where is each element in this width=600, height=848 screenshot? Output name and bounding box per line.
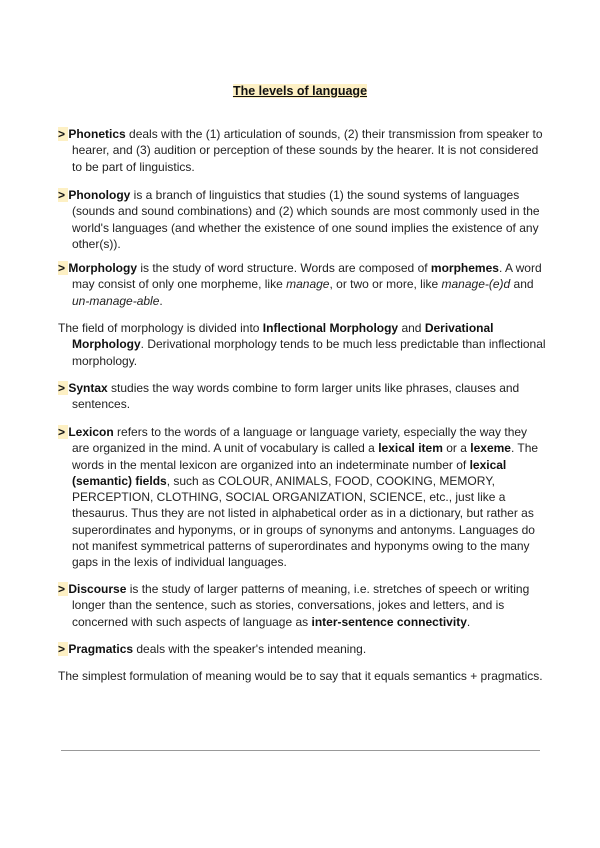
bold-term: Morphology — [68, 261, 137, 275]
bold-term: Pragmatics — [68, 642, 134, 656]
page-title — [0, 84, 600, 98]
bullet-marker: > — [58, 582, 69, 596]
text-run: The simplest formulation of meaning would be to say that it equals semantics + pragmatics. — [58, 669, 543, 683]
italic-example: un-manage-able — [72, 293, 160, 308]
bullet-marker: > — [58, 127, 69, 141]
text-run: The field of morphology is divided into — [58, 321, 263, 335]
bold-term: Discourse — [68, 582, 127, 596]
text-run: or a — [442, 441, 471, 456]
bold-term: Syntax — [68, 381, 108, 395]
paragraph-morphology-fields — [58, 320, 546, 369]
bold-term: Derivational Morphology — [72, 321, 494, 352]
text-run: refers to the words of a language or language variety, especially the way they are organized in the mind. A unit of vocabulary is called a — [72, 425, 528, 456]
text-run: . — [159, 293, 163, 308]
text-run: is a branch of linguistics that studies (1) the sound systems of languages (sounds and sound combinations) and (2) which sounds are most commonly used in the world's languages (and whether the existence of one sound implies the existence of any other(s)). — [72, 188, 540, 251]
text-run: and — [398, 321, 425, 335]
text-run: . The words in the mental lexicon are organized into an indeterminate number of — [72, 441, 539, 472]
paragraph-phonology — [58, 187, 546, 252]
paragraph-phonetics — [58, 126, 546, 175]
paragraph-pragmatics — [58, 641, 546, 657]
text-run: is the study of word structure. Words are composed of — [137, 261, 431, 275]
text-run: , or two or more, like — [329, 277, 442, 292]
italic-example: manage-(e)d — [441, 277, 511, 292]
bold-term: lexeme — [470, 441, 511, 456]
text-run: and — [510, 277, 534, 292]
text-run: is the study of larger patterns of meaning, i.e. stretches of speech or writing longer than the sentence, such as stories, conversations, jokes and letters, and is concerned with such aspects of language as — [72, 582, 530, 629]
bold-term: lexical (semantic) fields — [72, 457, 507, 488]
footer-divider — [61, 750, 540, 751]
bullet-marker: > — [58, 425, 69, 439]
bold-term: Inflectional Morphology — [262, 321, 399, 335]
text-run: studies the way words combine to form larger units like phrases, clauses and sentences. — [72, 381, 520, 412]
bullet-marker: > — [58, 261, 69, 275]
text-run: . A word may consist of only one morpheme, like — [72, 261, 542, 292]
italic-example: manage — [286, 277, 330, 292]
paragraph-morphology — [58, 260, 546, 309]
bullet-marker: > — [58, 188, 69, 202]
bold-term: Phonetics — [68, 127, 126, 141]
text-run: , such as COLOUR, ANIMALS, FOOD, COOKING, MEMORY, PERCEPTION, CLOTHING, SOCIAL ORGANIZATION, SCIENCE, etc., just like a thesaurus. Thus they are not listed in alphabetical order as in a dictionary, but rather as superordinates and hyponyms, or in groups of synonyms and antonyms. Languages do not manifest symmetrical patterns of superordinates and hyponyms owing to the many gaps in the lexis of individual languages. — [72, 473, 535, 570]
bullet-marker: > — [58, 381, 69, 395]
paragraph-syntax — [58, 380, 546, 413]
paragraph-lexicon — [58, 424, 546, 571]
paragraph-meaning-summary — [58, 668, 546, 684]
bold-term: Phonology — [68, 188, 131, 202]
bold-term: morphemes — [430, 261, 499, 275]
bold-term: Lexicon — [68, 425, 114, 439]
text-run: deals with the (1) articulation of sounds, (2) their transmission from speaker to hearer, and (3) audition or perception of these sounds by the hearer. It is not considered to be part of linguistics. — [72, 127, 543, 174]
bold-term: inter-sentence connectivity — [311, 614, 467, 629]
text-run: . Derivational morphology tends to be much less predictable than inflectional morphology. — [72, 337, 546, 368]
page-title-text: The levels of language — [232, 84, 368, 98]
paragraph-discourse — [58, 581, 546, 630]
bullet-marker: > — [58, 642, 69, 656]
text-run: deals with the speaker's intended meaning. — [133, 642, 367, 656]
bold-term: lexical item — [378, 441, 443, 456]
text-run: . — [466, 614, 471, 629]
